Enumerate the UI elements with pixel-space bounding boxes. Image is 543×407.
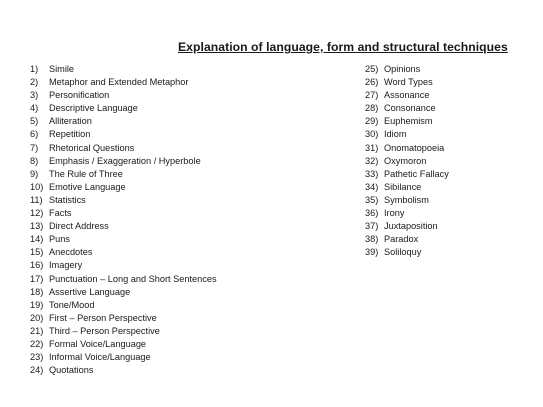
list-item-number: 22) bbox=[30, 338, 44, 349]
list-item-label: Irony bbox=[384, 208, 405, 219]
list-item-label: Word Types bbox=[384, 77, 433, 88]
list-item-number: 20) bbox=[30, 312, 44, 323]
list-item-number: 24) bbox=[30, 365, 44, 376]
list-item-number: 32) bbox=[365, 155, 379, 166]
list-item-number: 39) bbox=[365, 247, 379, 258]
list-item-label: Metaphor and Extended Metaphor bbox=[49, 77, 189, 88]
techniques-list-right bbox=[365, 63, 449, 259]
list-item-number: 36) bbox=[365, 208, 379, 219]
list-item-label: Euphemism bbox=[384, 116, 433, 127]
list-item bbox=[365, 115, 449, 128]
list-item-number: 27) bbox=[365, 90, 379, 101]
list-item-number: 35) bbox=[365, 194, 379, 205]
list-item bbox=[30, 325, 217, 338]
list-item-label: Descriptive Language bbox=[49, 103, 138, 114]
page-title: Explanation of language, form and structural techniques bbox=[178, 40, 508, 54]
list-item-label: Assertive Language bbox=[49, 286, 131, 297]
list-item bbox=[30, 89, 217, 102]
list-item-number: 14) bbox=[30, 234, 44, 245]
list-item-label: Juxtaposition bbox=[384, 221, 438, 232]
list-item-label: Rhetorical Questions bbox=[49, 142, 135, 153]
list-item bbox=[30, 338, 217, 351]
list-item-label: Anecdotes bbox=[49, 247, 93, 258]
list-item-label: Puns bbox=[49, 234, 70, 245]
list-item-label: Assonance bbox=[384, 90, 430, 101]
list-item-number: 7) bbox=[30, 142, 39, 153]
list-item-number: 16) bbox=[30, 260, 44, 271]
list-item bbox=[365, 181, 449, 194]
list-item bbox=[30, 273, 217, 286]
list-item-label: Facts bbox=[49, 208, 72, 219]
techniques-list-left bbox=[30, 63, 217, 377]
list-item bbox=[365, 155, 449, 168]
list-item-number: 21) bbox=[30, 325, 44, 336]
list-item-label: Repetition bbox=[49, 129, 91, 140]
list-item-number: 1) bbox=[30, 64, 39, 74]
list-item-number: 10) bbox=[30, 181, 44, 192]
list-item-number: 17) bbox=[30, 273, 44, 284]
list-item-label: Onomatopoeia bbox=[384, 142, 445, 153]
list-item bbox=[30, 181, 217, 194]
list-item-number: 23) bbox=[30, 352, 44, 363]
list-item bbox=[30, 128, 217, 141]
list-item bbox=[30, 155, 217, 168]
list-item-label: First – Person Perspective bbox=[49, 312, 157, 323]
list-item-label: Emotive Language bbox=[49, 181, 126, 192]
list-item-label: Tone/Mood bbox=[49, 299, 95, 310]
list-item bbox=[365, 194, 449, 207]
list-item-label: Opinions bbox=[384, 64, 421, 74]
list-item-number: 11) bbox=[30, 194, 43, 205]
list-item bbox=[30, 168, 217, 181]
list-item-number: 34) bbox=[365, 181, 379, 192]
list-item-label: Emphasis / Exaggeration / Hyperbole bbox=[49, 155, 201, 166]
list-item-label: Consonance bbox=[384, 103, 436, 114]
list-item-number: 12) bbox=[30, 208, 44, 219]
list-item bbox=[365, 168, 449, 181]
list-item bbox=[30, 351, 217, 364]
list-item-number: 33) bbox=[365, 168, 379, 179]
list-item-label: Paradox bbox=[384, 234, 419, 245]
list-item-number: 3) bbox=[30, 90, 39, 101]
list-item-number: 26) bbox=[365, 77, 379, 88]
list-item-label: Idiom bbox=[384, 129, 407, 140]
list-item bbox=[30, 299, 217, 312]
list-item-number: 37) bbox=[365, 221, 379, 232]
list-item-number: 31) bbox=[365, 142, 379, 153]
list-item bbox=[365, 220, 449, 233]
list-item-number: 2) bbox=[30, 77, 39, 88]
list-item-number: 19) bbox=[30, 299, 44, 310]
list-item-number: 25) bbox=[365, 64, 379, 74]
list-item bbox=[30, 115, 217, 128]
list-item bbox=[30, 220, 217, 233]
list-item-number: 30) bbox=[365, 129, 379, 140]
list-item bbox=[365, 102, 449, 115]
list-item-label: Soliloquy bbox=[384, 247, 422, 258]
list-item-label: The Rule of Three bbox=[49, 168, 123, 179]
list-item bbox=[365, 233, 449, 246]
list-item-number: 38) bbox=[365, 234, 379, 245]
list-item-label: Alliteration bbox=[49, 116, 92, 127]
list-item-number: 18) bbox=[30, 286, 44, 297]
list-item-label: Simile bbox=[49, 64, 75, 74]
list-item bbox=[30, 63, 217, 76]
list-item bbox=[30, 102, 217, 115]
list-item-number: 6) bbox=[30, 129, 39, 140]
list-item bbox=[30, 194, 217, 207]
list-item-label: Personification bbox=[49, 90, 110, 101]
list-item-label: Quotations bbox=[49, 365, 94, 376]
list-item bbox=[30, 76, 217, 89]
list-item-number: 9) bbox=[30, 168, 39, 179]
list-item-label: Oxymoron bbox=[384, 155, 427, 166]
list-item bbox=[30, 207, 217, 220]
list-item-label: Sibilance bbox=[384, 181, 422, 192]
list-item-label: Third – Person Perspective bbox=[49, 325, 160, 336]
list-item bbox=[365, 207, 449, 220]
list-item bbox=[30, 142, 217, 155]
list-item bbox=[365, 76, 449, 89]
list-item bbox=[365, 63, 449, 76]
list-item-label: Direct Address bbox=[49, 221, 109, 232]
list-item bbox=[365, 142, 449, 155]
list-item-label: Pathetic Fallacy bbox=[384, 168, 449, 179]
list-item-number: 15) bbox=[30, 247, 44, 258]
list-item-number: 8) bbox=[30, 155, 39, 166]
list-item-number: 28) bbox=[365, 103, 379, 114]
list-item-number: 29) bbox=[365, 116, 379, 127]
list-item-label: Statistics bbox=[49, 194, 86, 205]
list-item bbox=[365, 246, 449, 259]
list-item bbox=[30, 259, 217, 272]
list-item bbox=[30, 286, 217, 299]
list-item-label: Informal Voice/Language bbox=[49, 352, 151, 363]
list-item-label: Imagery bbox=[49, 260, 83, 271]
list-item-label: Punctuation – Long and Short Sentences bbox=[49, 273, 217, 284]
list-item bbox=[365, 128, 449, 141]
list-item-label: Formal Voice/Language bbox=[49, 338, 147, 349]
list-item bbox=[30, 364, 217, 377]
list-item bbox=[30, 246, 217, 259]
list-item-number: 5) bbox=[30, 116, 39, 127]
list-item-number: 4) bbox=[30, 103, 39, 114]
list-item-label: Symbolism bbox=[384, 194, 429, 205]
list-item bbox=[30, 233, 217, 246]
list-item bbox=[365, 89, 449, 102]
list-item bbox=[30, 312, 217, 325]
list-item-number: 13) bbox=[30, 221, 44, 232]
